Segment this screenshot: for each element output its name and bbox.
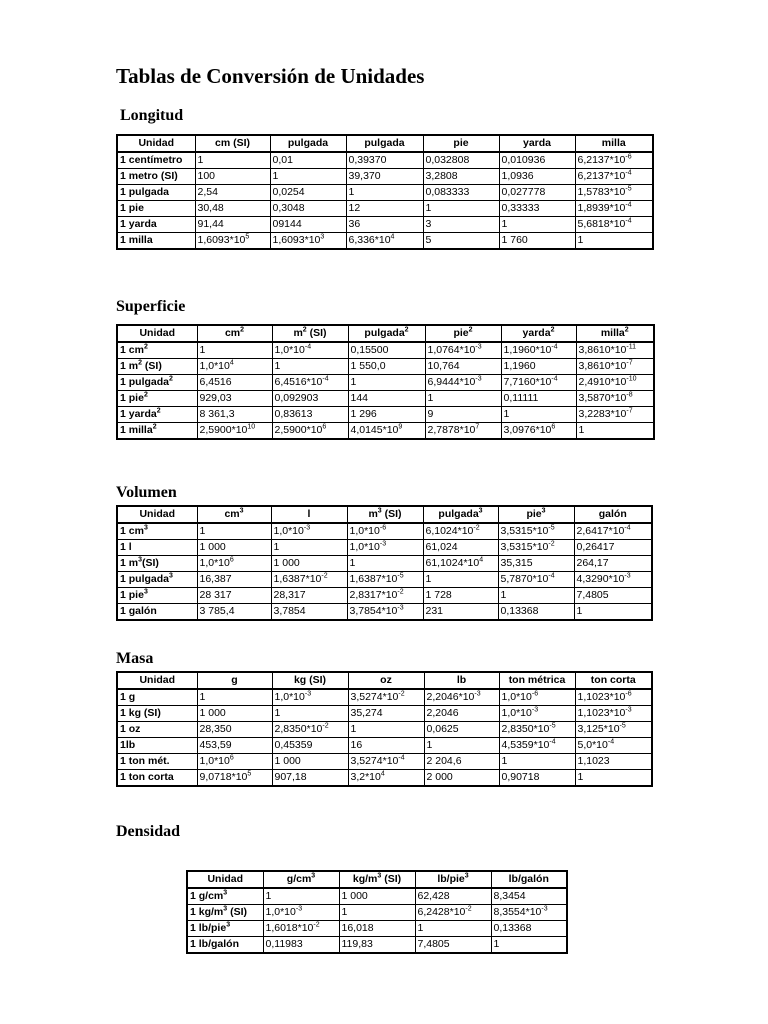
table-cell: 144: [348, 391, 425, 407]
table-cell: $5,6818*10^{-4}$: [575, 217, 653, 233]
table-row: [187, 937, 567, 954]
table-cell: 30,48: [195, 201, 270, 217]
table-cell: $4,5359*10^{-4}$: [499, 738, 575, 754]
column-header: pulgada$^3$: [423, 506, 498, 523]
densidad-table: [186, 870, 568, 954]
table-cell: 1: [197, 523, 271, 540]
table-cell: $1,5783*10^{-5}$: [575, 185, 653, 201]
table-cell: $3,0976*10^6$: [501, 423, 576, 440]
table-cell: 28,317: [271, 588, 347, 604]
table-cell: 0,032808: [423, 152, 499, 169]
row-unit-label: 1 centímetro: [117, 152, 195, 169]
table-cell: 1: [423, 201, 499, 217]
table-cell: $3,5274*10^{-2}$: [348, 689, 424, 706]
row-unit-label: 1 yarda$^2$: [117, 407, 197, 423]
table-cell: $1,0*10^4$: [197, 359, 272, 375]
table-cell: $1,0*10^6$: [197, 556, 271, 572]
table-row: [187, 905, 567, 921]
table-cell: 7,4805: [415, 937, 491, 954]
table-cell: 28 317: [197, 588, 271, 604]
column-header: Unidad: [187, 871, 263, 888]
table-cell: $3,8610*10^{-11}$: [576, 342, 654, 359]
table-cell: 0,45359: [272, 738, 348, 754]
table-header-row: [117, 325, 654, 342]
column-header: pulgada: [270, 135, 346, 152]
column-header: pulgada: [346, 135, 423, 152]
table-row: [117, 738, 652, 754]
table-cell: $5,7870*10^{-4}$: [498, 572, 574, 588]
table-cell: $3,5315*10^{-2}$: [498, 540, 574, 556]
table-cell: 1: [270, 169, 346, 185]
table-cell: 0,11983: [263, 937, 339, 954]
table-cell: 1: [499, 754, 575, 770]
table-cell: 1: [263, 888, 339, 905]
table-cell: $5,0*10^{-4}$: [575, 738, 652, 754]
table-cell: 1: [501, 407, 576, 423]
table-cell: 231: [423, 604, 498, 621]
longitud-heading: Longitud: [120, 107, 184, 124]
table-cell: 2,2046: [424, 706, 499, 722]
column-header: $g/cm^3$: [263, 871, 339, 888]
longitud-table: [116, 134, 654, 250]
table-row: [117, 233, 653, 250]
table-cell: 1: [346, 185, 423, 201]
column-header: cm (SI): [195, 135, 270, 152]
table-cell: 1 296: [348, 407, 425, 423]
table-cell: 0,0625: [424, 722, 499, 738]
table-cell: 1: [424, 738, 499, 754]
superficie-table: [116, 324, 655, 440]
table-cell: 453,59: [197, 738, 272, 754]
column-header: $kg/m^3$ (SI): [339, 871, 415, 888]
row-unit-label: 1 $cm^2$: [117, 342, 197, 359]
column-header: pie$^3$: [498, 506, 574, 523]
row-unit-label: 1 lb/galón: [187, 937, 263, 954]
table-row: [117, 706, 652, 722]
table-cell: 1 550,0: [348, 359, 425, 375]
table-row: [117, 217, 653, 233]
row-unit-label: 1 pulgada$^3$: [117, 572, 197, 588]
table-cell: $2,8317*10^{-2}$: [347, 588, 423, 604]
table-cell: $1,1023*10^{-6}$: [575, 689, 652, 706]
table-cell: 1 000: [197, 540, 271, 556]
column-header: pie: [423, 135, 499, 152]
row-unit-label: 1 pulgada: [117, 185, 195, 201]
row-unit-label: 1 l: [117, 540, 197, 556]
table-cell: 0,027778: [499, 185, 575, 201]
column-header: Unidad: [117, 325, 197, 342]
table-cell: 91,44: [195, 217, 270, 233]
table-cell: 1 728: [423, 588, 498, 604]
table-row: [117, 588, 652, 604]
table-cell: 39,370: [346, 169, 423, 185]
table-header-row: [117, 135, 653, 152]
table-cell: $1,6093*10^3$: [270, 233, 346, 250]
table-cell: 3,2808: [423, 169, 499, 185]
table-cell: $3,5274*10^{-4}$: [348, 754, 424, 770]
table-cell: $1,6387*10^{-5}$: [347, 572, 423, 588]
table-cell: 1: [271, 540, 347, 556]
table-cell: $3,8610*10^{-7}$: [576, 359, 654, 375]
table-cell: 100: [195, 169, 270, 185]
table-cell: $3,2283*10^{-7}$: [576, 407, 654, 423]
row-unit-label: 1 milla$^2$: [117, 423, 197, 440]
table-cell: $3,5315*10^{-5}$: [498, 523, 574, 540]
table-cell: $6,336*10^4$: [346, 233, 423, 250]
column-header: galón: [574, 506, 652, 523]
column-header: l: [271, 506, 347, 523]
table-cell: 61,024: [423, 540, 498, 556]
table-cell: 3 785,4: [197, 604, 271, 621]
table-row: [117, 185, 653, 201]
table-cell: $1,1960*10^{-4}$: [501, 342, 576, 359]
table-cell: 7,4805: [574, 588, 652, 604]
table-cell: $1,0*10^{-3}$: [347, 540, 423, 556]
table-cell: 1: [197, 342, 272, 359]
table-cell: $1,0*10^{-3}$: [271, 523, 347, 540]
table-cell: $2,5900*10^{10}$: [197, 423, 272, 440]
table-cell: 929,03: [197, 391, 272, 407]
table-cell: $1,6018*10^{-2}$: [263, 921, 339, 937]
table-cell: 1: [348, 375, 425, 391]
column-header: kg (SI): [272, 672, 348, 689]
table-cell: $2,2046*10^{-3}$: [424, 689, 499, 706]
column-header: milla$^2$: [576, 325, 654, 342]
table-cell: 1 000: [197, 706, 272, 722]
densidad-heading: Densidad: [116, 823, 181, 840]
row-unit-label: 1 metro (SI): [117, 169, 195, 185]
table-cell: $2,5900*10^6$: [272, 423, 348, 440]
table-cell: 0,90718: [499, 770, 575, 787]
table-cell: $6,1024*10^{-2}$: [423, 523, 498, 540]
table-row: [117, 556, 652, 572]
column-header: ton métrica: [499, 672, 575, 689]
table-cell: $6,9444*10^{-3}$: [425, 375, 501, 391]
table-cell: $6,2428*10^{-2}$: [415, 905, 491, 921]
table-cell: 0,11111: [501, 391, 576, 407]
table-cell: 1,1023: [575, 754, 652, 770]
table-cell: 1: [195, 152, 270, 169]
table-cell: $7,7160*10^{-4}$: [501, 375, 576, 391]
table-cell: 0,01: [270, 152, 346, 169]
table-cell: $8,3554*10^{-3}$: [491, 905, 567, 921]
table-cell: 0,092903: [272, 391, 348, 407]
row-unit-label: 1 pie$^3$: [117, 588, 197, 604]
table-row: [117, 572, 652, 588]
table-cell: 28,350: [197, 722, 272, 738]
table-cell: 0,083333: [423, 185, 499, 201]
table-cell: $1,1023*10^{-3}$: [575, 706, 652, 722]
table-cell: 264,17: [574, 556, 652, 572]
column-header: pulgada$^2$: [348, 325, 425, 342]
table-cell: 0,3048: [270, 201, 346, 217]
table-cell: 1,0936: [499, 169, 575, 185]
table-cell: 3,7854: [271, 604, 347, 621]
table-cell: $1,0*10^{-4}$: [272, 342, 348, 359]
table-cell: 5: [423, 233, 499, 250]
row-unit-label: 1 $m^2$ (SI): [117, 359, 197, 375]
table-cell: 0,13368: [498, 604, 574, 621]
table-cell: 16: [348, 738, 424, 754]
row-unit-label: 1 g: [117, 689, 197, 706]
row-unit-label: 1 pulgada$^2$: [117, 375, 197, 391]
table-cell: $3,7854*10^{-3}$: [347, 604, 423, 621]
table-cell: 6,4516: [197, 375, 272, 391]
table-cell: 35,315: [498, 556, 574, 572]
table-cell: $6,4516*10^{-4}$: [272, 375, 348, 391]
column-header: $cm^3$: [197, 506, 271, 523]
table-header-row: [187, 871, 567, 888]
table-cell: 1: [415, 921, 491, 937]
table-cell: $6,2137*10^{-6}$: [575, 152, 653, 169]
table-cell: 0,33333: [499, 201, 575, 217]
row-unit-label: 1 kg (SI): [117, 706, 197, 722]
table-cell: 0,15500: [348, 342, 425, 359]
row-unit-label: 1 $g/cm^3$: [187, 888, 263, 905]
table-cell: $1,0*10^6$: [197, 754, 272, 770]
column-header: $cm^2$: [197, 325, 272, 342]
table-cell: 1: [347, 556, 423, 572]
table-row: [117, 169, 653, 185]
table-cell: 0,0254: [270, 185, 346, 201]
table-cell: $61,1024*10^4$: [423, 556, 498, 572]
column-header: g: [197, 672, 272, 689]
table-header-row: [117, 506, 652, 523]
column-header: pie$^2$: [425, 325, 501, 342]
table-cell: $3,5870*10^{-8}$: [576, 391, 654, 407]
table-cell: $3,125*10^{-5}$: [575, 722, 652, 738]
column-header: $m^3$ (SI): [347, 506, 423, 523]
table-cell: $2,6417*10^{-4}$: [574, 523, 652, 540]
row-unit-label: 1 pie$^2$: [117, 391, 197, 407]
superficie-heading: Superficie: [116, 298, 186, 315]
table-cell: 2,54: [195, 185, 270, 201]
table-cell: 1: [574, 604, 652, 621]
table-cell: 1: [423, 572, 498, 588]
table-cell: 0,13368: [491, 921, 567, 937]
table-header-row: [117, 672, 652, 689]
row-unit-label: 1 oz: [117, 722, 197, 738]
table-cell: 16,387: [197, 572, 271, 588]
column-header: lb/pie$^3$: [415, 871, 491, 888]
table-row: [117, 342, 654, 359]
table-cell: 9: [425, 407, 501, 423]
column-header: lb: [424, 672, 499, 689]
table-cell: $1,0*10^{-3}$: [272, 689, 348, 706]
table-cell: 0,83613: [272, 407, 348, 423]
table-cell: $2,4910*10^{-10}$: [576, 375, 654, 391]
table-cell: $1,0*10^{-3}$: [499, 706, 575, 722]
table-row: [117, 391, 654, 407]
column-header: milla: [575, 135, 653, 152]
table-cell: 119,83: [339, 937, 415, 954]
table-cell: 0,39370: [346, 152, 423, 169]
row-unit-label: 1 galón: [117, 604, 197, 621]
table-cell: 36: [346, 217, 423, 233]
table-row: [117, 201, 653, 217]
table-cell: 1: [499, 217, 575, 233]
table-row: [117, 604, 652, 621]
table-cell: $1,6093*10^5$: [195, 233, 270, 250]
row-unit-label: 1 $m^3(SI)$: [117, 556, 197, 572]
table-cell: $1,0*10^{-3}$: [263, 905, 339, 921]
table-cell: 2 204,6: [424, 754, 499, 770]
table-cell: 1,1960: [501, 359, 576, 375]
column-header: ton corta: [575, 672, 652, 689]
column-header: oz: [348, 672, 424, 689]
table-row: [187, 921, 567, 937]
volumen-table: [116, 505, 653, 621]
column-header: Unidad: [117, 506, 197, 523]
table-cell: $1,6387*10^{-2}$: [271, 572, 347, 588]
table-cell: 1: [491, 937, 567, 954]
table-cell: 1: [339, 905, 415, 921]
table-cell: 1: [498, 588, 574, 604]
row-unit-label: 1 lb/pie$^3$: [187, 921, 263, 937]
table-cell: 1 000: [271, 556, 347, 572]
table-cell: 1 000: [339, 888, 415, 905]
table-row: [117, 375, 654, 391]
table-cell: 1: [272, 706, 348, 722]
page-title: Tablas de Conversión de Unidades: [116, 64, 425, 88]
table-cell: 8,3454: [491, 888, 567, 905]
table-cell: 12: [346, 201, 423, 217]
table-cell: 1: [197, 689, 272, 706]
table-cell: $2,7878*10^7$: [425, 423, 501, 440]
row-unit-label: 1 pie: [117, 201, 195, 217]
table-cell: 907,18: [272, 770, 348, 787]
table-cell: 16,018: [339, 921, 415, 937]
table-cell: 62,428: [415, 888, 491, 905]
table-cell: 09144: [270, 217, 346, 233]
table-cell: 1: [425, 391, 501, 407]
column-header: Unidad: [117, 135, 195, 152]
table-row: [117, 770, 652, 787]
table-row: [117, 407, 654, 423]
table-cell: 1 000: [272, 754, 348, 770]
row-unit-label: 1 $kg/m^3$ (SI): [187, 905, 263, 921]
table-cell: 2 000: [424, 770, 499, 787]
table-cell: 8 361,3: [197, 407, 272, 423]
masa-heading: Masa: [116, 650, 154, 667]
table-row: [117, 152, 653, 169]
column-header: Unidad: [117, 672, 197, 689]
table-row: [117, 359, 654, 375]
table-cell: 10,764: [425, 359, 501, 375]
table-cell: 0,010936: [499, 152, 575, 169]
table-cell: $1,8939*10^{-4}$: [575, 201, 653, 217]
table-cell: 1: [576, 423, 654, 440]
table-row: [117, 722, 652, 738]
table-row: [117, 689, 652, 706]
masa-table: [116, 671, 653, 787]
table-cell: 1 760: [499, 233, 575, 250]
column-header: lb/galón: [491, 871, 567, 888]
table-cell: $6,2137*10^{-4}$: [575, 169, 653, 185]
table-row: [117, 523, 652, 540]
table-row: [187, 888, 567, 905]
table-cell: 1: [348, 722, 424, 738]
table-cell: $1,0764*10^{-3}$: [425, 342, 501, 359]
table-cell: 1: [272, 359, 348, 375]
row-unit-label: 1 yarda: [117, 217, 195, 233]
table-cell: $2,8350*10^{-5}$: [499, 722, 575, 738]
row-unit-label: 1 milla: [117, 233, 195, 250]
table-cell: 3: [423, 217, 499, 233]
column-header: yarda$^2$: [501, 325, 576, 342]
column-header: $m^2$ (SI): [272, 325, 348, 342]
table-cell: 1: [575, 770, 652, 787]
table-cell: $1,0*10^{-6}$: [499, 689, 575, 706]
row-unit-label: 1 $cm^3$: [117, 523, 197, 540]
table-cell: $2,8350*10^{-2}$: [272, 722, 348, 738]
table-cell: 0,26417: [574, 540, 652, 556]
table-cell: $4,0145*10^9$: [348, 423, 425, 440]
table-cell: 1: [575, 233, 653, 250]
table-row: [117, 754, 652, 770]
table-cell: 35,274: [348, 706, 424, 722]
row-unit-label: 1 ton corta: [117, 770, 197, 787]
row-unit-label: 1 ton mét.: [117, 754, 197, 770]
table-cell: $4,3290*10^{-3}$: [574, 572, 652, 588]
volumen-heading: Volumen: [116, 484, 177, 501]
table-cell: $3,2*10^4$: [348, 770, 424, 787]
table-row: [117, 423, 654, 440]
table-cell: $9,0718*10^5$: [197, 770, 272, 787]
table-row: [117, 540, 652, 556]
table-cell: $1,0*10^{-6}$: [347, 523, 423, 540]
column-header: yarda: [499, 135, 575, 152]
row-unit-label: 1lb: [117, 738, 197, 754]
